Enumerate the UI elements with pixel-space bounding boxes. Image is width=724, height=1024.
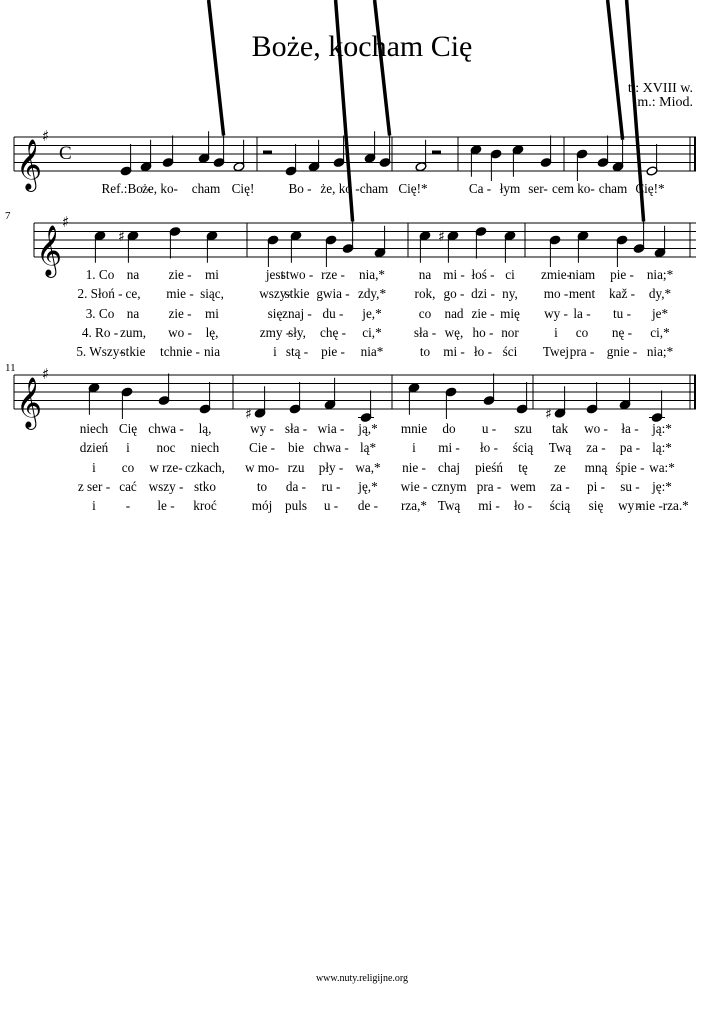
- verse-syllable: i: [126, 440, 130, 456]
- verse-syllable: Twą: [437, 498, 461, 514]
- verse-syllable: gnie -: [606, 344, 638, 360]
- verse-syllable: Twej: [542, 344, 570, 360]
- verse-syllable: wie -: [400, 478, 428, 494]
- measure-number: 11: [5, 362, 16, 374]
- verse-syllable: ho -: [472, 324, 494, 340]
- verse-syllable: de -: [357, 498, 379, 514]
- verse-syllable: lą*: [359, 440, 377, 456]
- beam: [608, 0, 623, 140]
- verse-syllable: chwa -: [313, 440, 349, 456]
- verse-syllable: wy -: [618, 498, 642, 514]
- refrain-syllable: Cię!: [231, 181, 255, 196]
- refrain-syllable: cham: [191, 181, 221, 196]
- verse-syllable: du -: [322, 305, 344, 321]
- verse-syllable: u -: [323, 498, 339, 514]
- verse-syllable: nia,*: [358, 267, 386, 282]
- verse-syllable: tę: [518, 459, 528, 475]
- verse-syllable: wem: [510, 478, 536, 494]
- verse-syllable: ment: [568, 286, 596, 302]
- verse-syllable: mię: [500, 305, 520, 321]
- verse-syllable: nad: [444, 305, 464, 321]
- verse-syllable: ścią: [549, 498, 571, 514]
- treble-clef-icon: 𝄞: [36, 225, 63, 276]
- verse-syllable: mi: [205, 305, 219, 321]
- verse-syllable: niech: [79, 421, 109, 436]
- verse-syllable: co: [575, 324, 589, 340]
- verse-syllable: zie -: [168, 305, 192, 321]
- verse-syllable: ją:*: [652, 421, 672, 436]
- verse-syllable: Cie -: [248, 440, 276, 456]
- verse-syllable: mi -: [438, 440, 460, 456]
- verse-syllable: to: [419, 344, 431, 360]
- verse-syllable: je,*: [362, 305, 382, 321]
- verse-syllable: Twą: [548, 440, 572, 456]
- verse-syllable: nia: [203, 344, 221, 360]
- verse-syllable: wia -: [317, 421, 345, 436]
- verse-syllable: chę -: [320, 324, 346, 340]
- verse-syllable: nia*: [360, 344, 384, 360]
- verse-syllable: ce,: [125, 286, 141, 302]
- verse-syllable: ją,*: [358, 421, 378, 436]
- beam: [375, 0, 390, 136]
- verse-syllable: w rze-: [149, 459, 183, 475]
- verse-syllable: na: [126, 267, 140, 282]
- sharp-key-signature-icon: ♯: [42, 365, 50, 383]
- verse-syllable: tchnie -: [160, 344, 200, 360]
- verse-syllable: rzu: [287, 459, 305, 475]
- verse-syllable: ścią: [512, 440, 534, 456]
- verse-syllable: z ser -: [77, 478, 111, 494]
- verse-syllable: ci,*: [650, 324, 670, 340]
- verse-syllable: nia;*: [646, 267, 674, 282]
- verse-syllable: wa,*: [355, 459, 381, 475]
- verse-syllable: zmie-: [540, 267, 572, 282]
- refrain-syllable: ser-: [528, 181, 548, 196]
- verse-syllable: kroć: [193, 498, 217, 514]
- verse-syllable: za -: [586, 440, 606, 456]
- verse-syllable: i: [273, 344, 277, 360]
- verse-syllable: lą:*: [652, 440, 672, 456]
- footer-url: www.nuty.religijne.org: [315, 973, 409, 984]
- verse-syllable: pieśń: [475, 459, 503, 475]
- verse-syllable: 1. Co: [85, 267, 115, 282]
- refrain-syllable: cem: [552, 181, 574, 196]
- verse-syllable: wszy -: [148, 478, 184, 494]
- verse-syllable: Cię: [118, 421, 138, 436]
- verse-syllable: 3. Co: [85, 305, 115, 321]
- refrain-syllable: cham: [598, 181, 628, 196]
- verse-syllable: go -: [443, 286, 465, 302]
- verse-syllable: się: [267, 305, 283, 321]
- half-rest-icon: [432, 151, 441, 155]
- verse-syllable: cznym: [431, 478, 467, 494]
- sharp-key-signature-icon: ♯: [62, 213, 70, 231]
- verse-syllable: ło -: [514, 498, 532, 514]
- verse-syllable: ci,*: [362, 324, 382, 340]
- verse-syllable: wę,: [444, 324, 464, 340]
- refrain-syllable: Ref.:Bo -: [101, 181, 151, 196]
- verse-syllable: stą -: [285, 344, 309, 360]
- verse-syllable: nę -: [611, 324, 633, 340]
- verse-syllable: i: [554, 324, 558, 340]
- verse-syllable: 5. Wszy-: [76, 344, 124, 360]
- verse-syllable: niam: [568, 267, 596, 282]
- verse-syllable: się: [588, 498, 604, 514]
- verse-syllable: zdy,*: [357, 286, 387, 302]
- verse-syllable: la -: [573, 305, 591, 321]
- verse-syllable: i: [92, 459, 96, 475]
- verse-syllable: śpie -: [615, 459, 645, 475]
- verse-syllable: mie -: [166, 286, 194, 302]
- refrain-syllable: Ca -: [468, 181, 492, 196]
- refrain-syllable: łym: [499, 181, 521, 196]
- verse-syllable: czkach,: [185, 459, 225, 475]
- verse-syllable: szu: [514, 421, 532, 436]
- verse-syllable: u -: [481, 421, 497, 436]
- verse-syllable: pra -: [476, 478, 502, 494]
- verse-syllable: dzi -: [471, 286, 495, 302]
- refrain-syllable: Bo -: [288, 181, 312, 196]
- sharp-key-signature-icon: ♯: [42, 127, 50, 145]
- song-title: Boże, kocham Cię: [251, 30, 473, 63]
- verse-syllable: to: [256, 478, 268, 494]
- verse-syllable: rza,*: [401, 498, 427, 514]
- verse-syllable: stkie: [284, 286, 310, 302]
- verse-syllable: lę,: [205, 324, 219, 340]
- verse-syllable: pie -: [321, 344, 345, 360]
- verse-syllable: sły,: [288, 324, 306, 340]
- verse-syllable: da -: [285, 478, 307, 494]
- verse-syllable: ję,*: [358, 478, 378, 494]
- verse-syllable: nie -: [402, 459, 426, 475]
- sharp-accidental-icon: ♯: [438, 228, 445, 245]
- verse-syllable: mną: [584, 459, 608, 475]
- beam: [209, 0, 224, 136]
- verse-syllable: chaj: [438, 459, 460, 475]
- verse-syllable: mnie: [400, 421, 428, 436]
- music-credit: m.: Miod.: [637, 95, 693, 110]
- verse-syllable: -: [125, 498, 131, 514]
- verse-syllable: rok,: [414, 286, 436, 302]
- verse-syllable: 4. Ro -: [81, 324, 119, 340]
- verse-syllable: dy,*: [648, 286, 672, 302]
- verse-syllable: łoś -: [471, 267, 495, 282]
- verse-syllable: wa:*: [649, 459, 675, 475]
- verse-syllable: wszy-: [259, 286, 291, 302]
- verse-syllable: co: [121, 459, 135, 475]
- verse-syllable: ła -: [621, 421, 639, 436]
- verse-syllable: ło -: [480, 440, 498, 456]
- verse-syllable: kaž -: [609, 286, 635, 302]
- verse-syllable: zmy -: [259, 324, 291, 340]
- refrain-syllable: ko-: [577, 181, 595, 196]
- verse-syllable: wo -: [584, 421, 608, 436]
- verse-syllable: pi -: [587, 478, 605, 494]
- refrain-syllable: cham: [359, 181, 389, 196]
- text-credit: t.: XVIII w.: [627, 81, 693, 96]
- verse-syllable: ci: [505, 267, 515, 282]
- verse-syllable: nia;*: [646, 344, 674, 360]
- half-rest-icon: [263, 151, 272, 155]
- verse-syllable: co: [418, 305, 432, 321]
- verse-syllable: ło -: [474, 344, 492, 360]
- measure-number: 7: [5, 210, 11, 222]
- verse-syllable: bie: [287, 440, 305, 456]
- verse-syllable: stko: [194, 478, 216, 494]
- verse-syllable: rze -: [321, 267, 345, 282]
- treble-clef-icon: 𝄞: [16, 377, 43, 428]
- verse-syllable: w mo-: [244, 459, 280, 475]
- verse-syllable: gwia -: [316, 286, 350, 302]
- verse-syllable: siąc,: [200, 286, 224, 302]
- verse-syllable: wy -: [544, 305, 568, 321]
- verse-syllable: dzień: [79, 440, 109, 456]
- verse-syllable: sła -: [413, 324, 437, 340]
- verse-syllable: ny,: [502, 286, 518, 302]
- verse-syllable: stkie: [120, 344, 146, 360]
- verse-syllable: niech: [190, 440, 220, 456]
- verse-syllable: sła -: [284, 421, 308, 436]
- verse-syllable: pły -: [318, 459, 344, 475]
- verse-syllable: tu -: [613, 305, 631, 321]
- verse-syllable: noc: [156, 440, 176, 456]
- verse-syllable: znaj -: [282, 305, 312, 321]
- verse-syllable: wy -: [250, 421, 274, 436]
- verse-syllable: cać: [119, 478, 137, 494]
- verse-syllable: zie -: [471, 305, 495, 321]
- verse-syllable: lą,: [198, 421, 212, 436]
- verse-syllable: chwa -: [148, 421, 184, 436]
- verse-syllable: mo -: [543, 286, 569, 302]
- verse-syllable: za -: [550, 478, 570, 494]
- verse-syllable: ści: [502, 344, 518, 360]
- verse-syllable: stwo -: [280, 267, 314, 282]
- verse-syllable: su -: [620, 478, 640, 494]
- verse-syllable: mój: [251, 498, 273, 514]
- treble-clef-icon: 𝄞: [16, 139, 43, 190]
- verse-syllable: i: [92, 498, 96, 514]
- verse-syllable: mie -rza.*: [635, 498, 689, 514]
- verse-syllable: do: [442, 421, 456, 436]
- verse-syllable: tak: [551, 421, 569, 436]
- common-time-icon: C: [59, 143, 72, 164]
- verse-syllable: na: [418, 267, 432, 282]
- verse-syllable: mi -: [478, 498, 500, 514]
- verse-syllable: puls: [285, 498, 307, 514]
- sharp-accidental-icon: ♯: [245, 406, 252, 423]
- verse-syllable: zie -: [168, 267, 192, 282]
- refrain-syllable: Cię!*: [635, 181, 665, 196]
- verse-syllable: je*: [651, 305, 669, 321]
- verse-syllable: mi: [205, 267, 219, 282]
- verse-syllable: pie -: [610, 267, 634, 282]
- verse-syllable: ję:*: [652, 478, 672, 494]
- verse-syllable: wo -: [168, 324, 192, 340]
- verse-syllable: 2. Słoń -: [77, 286, 123, 302]
- verse-syllable: pra -: [569, 344, 595, 360]
- verse-syllable: i: [412, 440, 416, 456]
- verse-syllable: mi -: [443, 267, 465, 282]
- verse-syllable: pa -: [619, 440, 641, 456]
- verse-syllable: ru -: [321, 478, 341, 494]
- sharp-accidental-icon: ♯: [545, 406, 552, 423]
- refrain-syllable: że, ko -: [320, 181, 360, 196]
- refrain-syllable: Cię!*: [398, 181, 428, 196]
- verse-syllable: nor: [501, 324, 519, 340]
- verse-syllable: na: [126, 305, 140, 321]
- refrain-syllable: że, ko-: [142, 181, 178, 196]
- verse-syllable: mi -: [443, 344, 465, 360]
- verse-syllable: ze: [554, 459, 566, 475]
- verse-syllable: zum,: [119, 324, 147, 340]
- verse-syllable: le -: [157, 498, 175, 514]
- sharp-accidental-icon: ♯: [118, 228, 125, 245]
- verse-syllable: jest: [265, 267, 285, 282]
